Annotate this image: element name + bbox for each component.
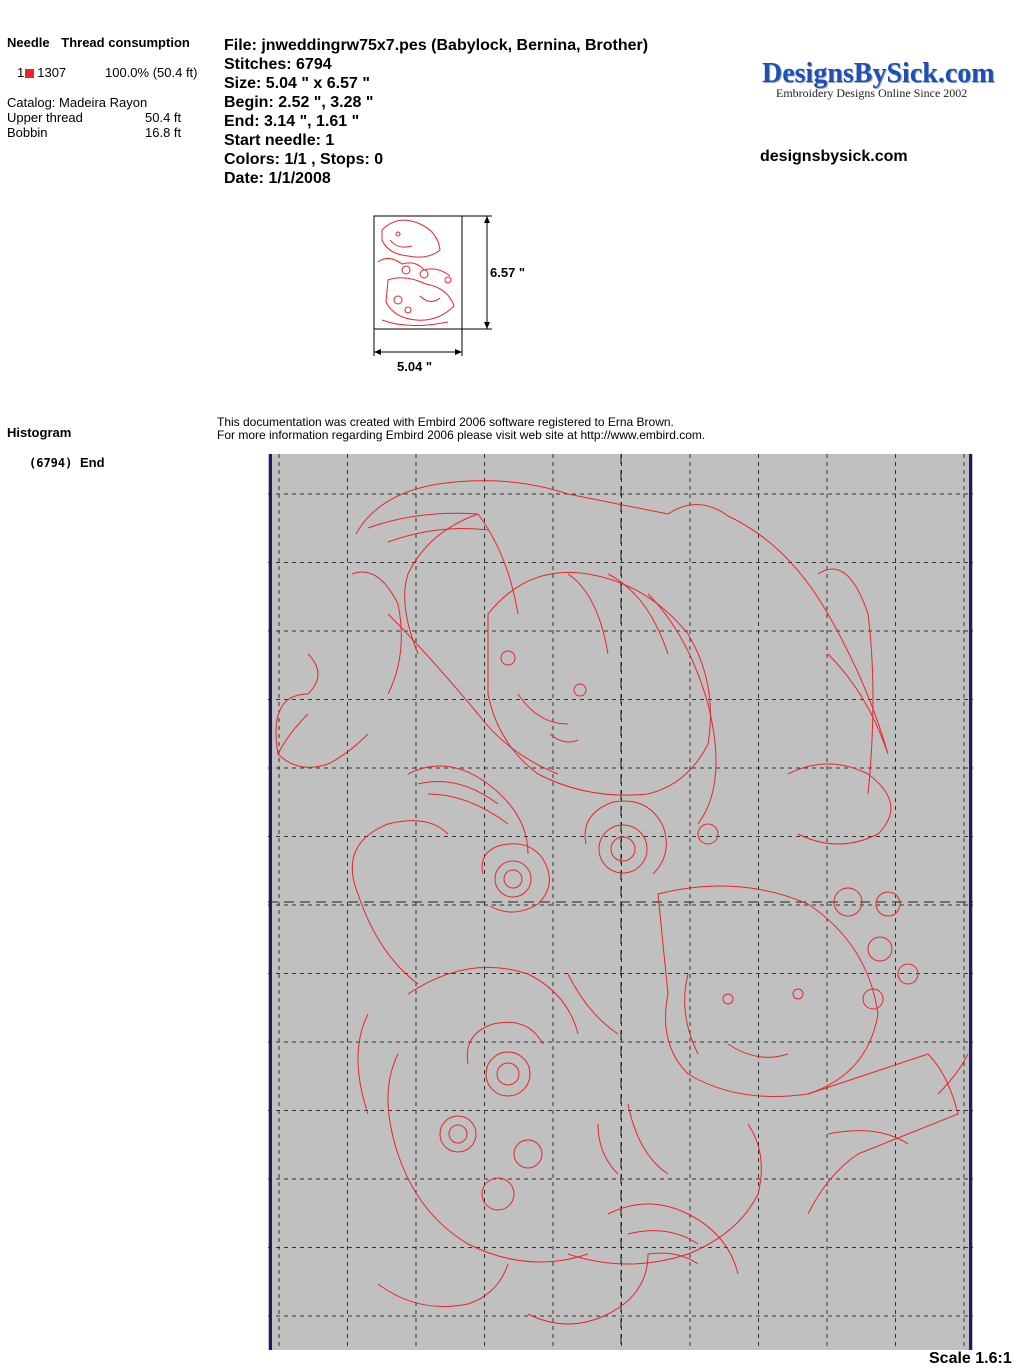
consumption-header: Thread consumption [61, 35, 190, 50]
software-notes [217, 416, 705, 442]
thread-table-header [7, 35, 190, 50]
logo-tagline: Embroidery Designs Online Since 2002 [776, 86, 968, 100]
design-thumbnail [368, 210, 548, 380]
needle-number: 1 [17, 65, 25, 80]
histogram-title: Histogram [7, 425, 72, 440]
needle-header: Needle [7, 35, 50, 50]
thumbnail-frame [374, 216, 462, 329]
thumbnail-height-label: 6.57 " [490, 265, 526, 280]
site-url: designsbysick.com [760, 148, 908, 165]
thread-summary [7, 95, 197, 140]
scale-label: Scale 1.6:1 [929, 1350, 1012, 1367]
frame-right-edge [969, 454, 972, 1350]
file-line: File: jnweddingrw75x7.pes (Babylock, Bernina, Brother) [224, 37, 649, 54]
design-preview [268, 454, 973, 1350]
histogram-entry [29, 455, 105, 470]
begin-line: Begin: 2.52 ", 3.28 " [224, 94, 374, 111]
thread-code: 1307 [37, 65, 67, 80]
end-line: End: 3.14 ", 1.61 " [224, 113, 360, 130]
start-needle-line: Start needle: 1 [224, 132, 335, 149]
thread-consumption: 100.0% (50.4 ft) [105, 65, 198, 80]
upper-thread-value: 50.4 ft [145, 110, 182, 125]
stitches-line: Stitches: 6794 [224, 56, 332, 73]
logo-text: DesignsBySick.com [762, 58, 995, 89]
design-info [224, 36, 648, 188]
thread-color-swatch [25, 69, 34, 78]
date-line: Date: 1/1/2008 [224, 170, 331, 187]
upper-thread-label: Upper thread [7, 110, 83, 125]
notes-line-1: This documentation was created with Embird 2006 software registered to Erna Brown. [217, 415, 674, 429]
catalog-label: Catalog: Madeira Rayon [7, 95, 148, 110]
notes-line-2: For more information regarding Embird 2006 please visit web site at http://www.embird.com. [217, 428, 706, 442]
histogram-entry-label: End [79, 455, 105, 470]
size-line: Size: 5.04 " x 6.57 " [224, 75, 370, 92]
colors-line: Colors: 1/1 , Stops: 0 [224, 151, 384, 168]
thread-row [17, 65, 198, 80]
frame-left-edge [269, 454, 272, 1350]
bobbin-value: 16.8 ft [145, 125, 182, 140]
thumbnail-width-label: 5.04 " [397, 359, 433, 374]
bobbin-label: Bobbin [7, 125, 48, 140]
histogram-entry-count: (6794) [29, 456, 73, 470]
site-logo [762, 58, 1002, 101]
